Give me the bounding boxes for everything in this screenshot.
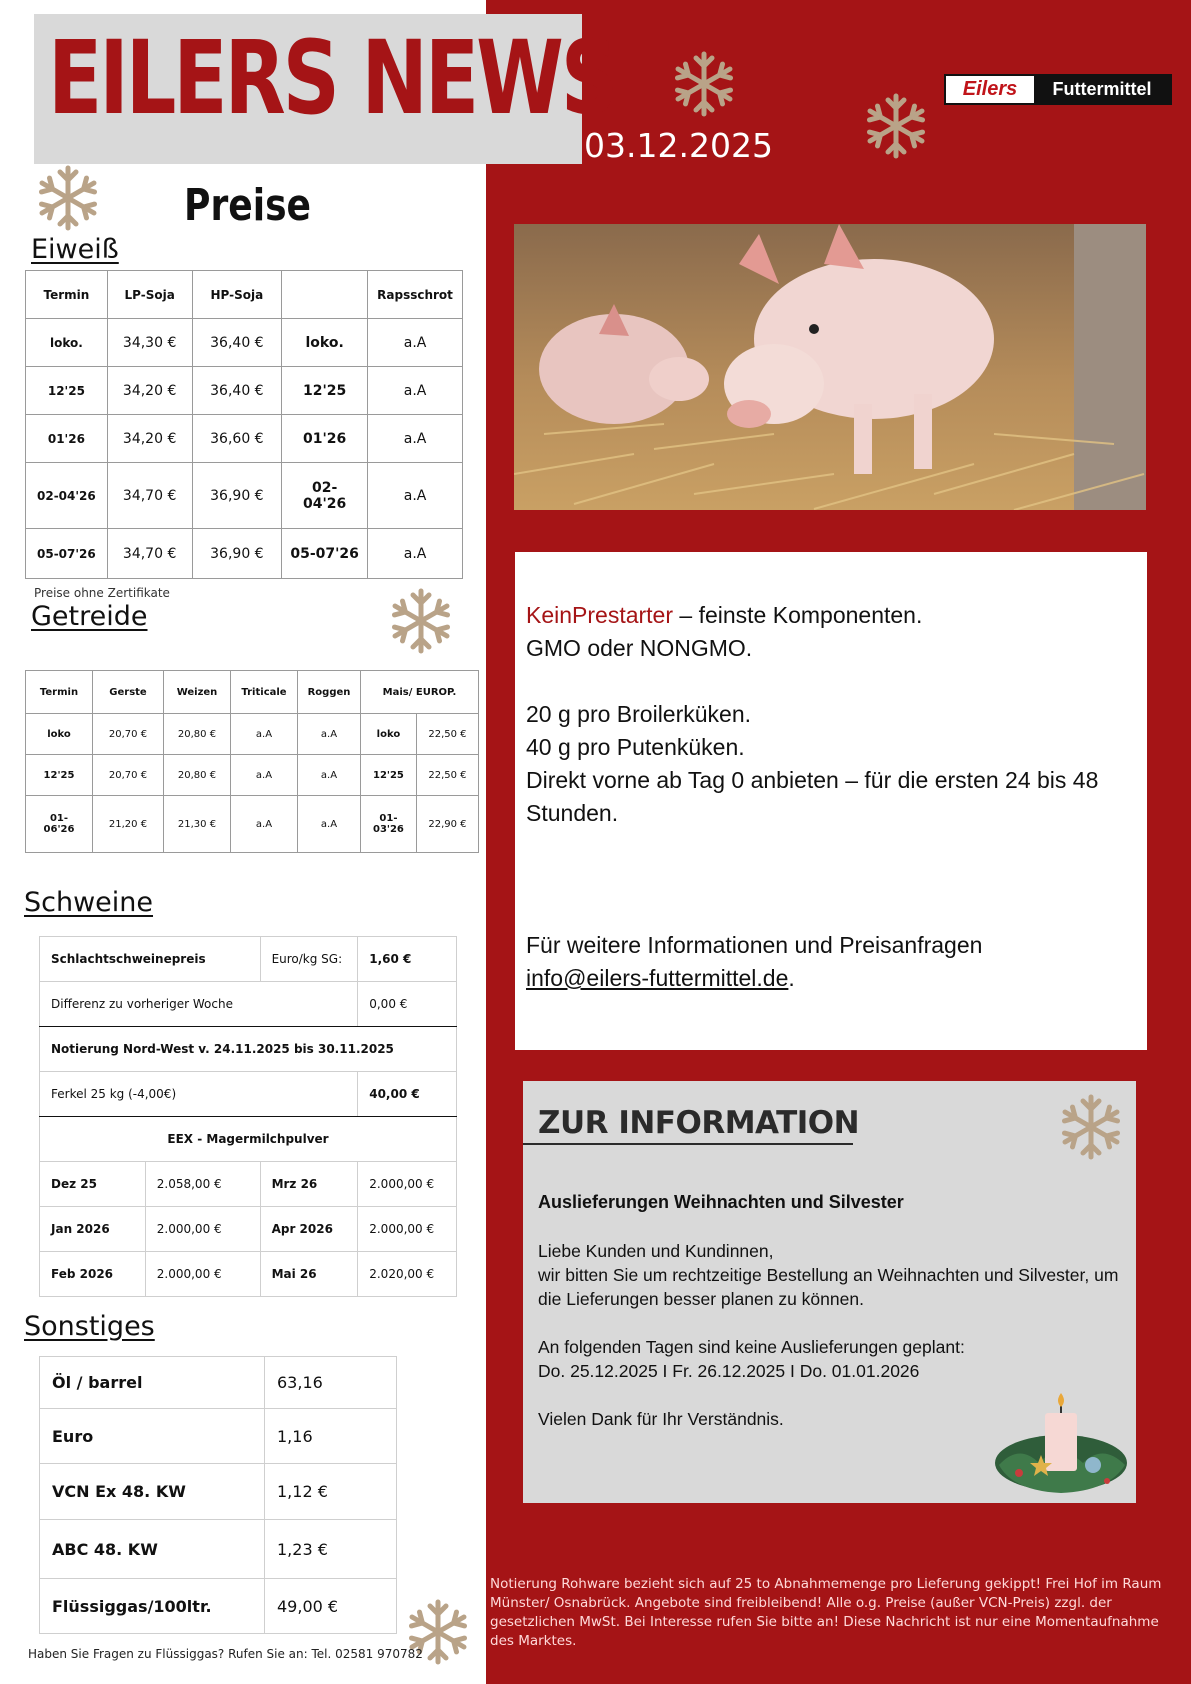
table-row <box>40 1464 397 1520</box>
cell-weizen: 21,30 € <box>164 796 231 853</box>
piglet-photo <box>514 224 1146 510</box>
contact-text: Für weitere Informationen und Preisanfragen <box>526 932 983 958</box>
eilers-logo <box>944 74 1172 105</box>
misc-value: 1,23 € <box>265 1520 397 1579</box>
slaughter-pig-label: Schlachtschweinepreis <box>40 937 261 982</box>
cell-hp-soja: 36,40 € <box>192 319 282 367</box>
cell-roggen: a.A <box>298 796 361 853</box>
misc-value: 1,16 <box>265 1409 397 1464</box>
col-termin: Termin <box>26 671 93 714</box>
col-weizen: Weizen <box>164 671 231 714</box>
snowflake-icon <box>385 585 457 657</box>
promo-line-1: – feinste Komponenten. <box>673 602 923 628</box>
misc-label: Euro <box>40 1409 265 1464</box>
eex-month: Mrz 26 <box>260 1162 358 1207</box>
snowflake-icon <box>32 162 104 234</box>
cell-termin: 01'26 <box>26 415 108 463</box>
thank-you-text: Vielen Dank für Ihr Verständnis. <box>538 1409 784 1429</box>
col-rapsschrot: Rapsschrot <box>368 271 463 319</box>
eex-price: 2.020,00 € <box>358 1252 457 1297</box>
info-paragraph-1: wir bitten Sie um rechtzeitige Bestellung an Weihnachten und Silvester, um die Lieferungen besser planen zu können. <box>538 1265 1119 1309</box>
logo-eilers: Eilers <box>946 76 1034 103</box>
misc-label: ABC 48. KW <box>40 1520 265 1579</box>
gas-question-footer: Haben Sie Fragen zu Flüssiggas? Rufen Sie an: Tel. 02581 970782 <box>28 1647 423 1661</box>
cell-hp-soja: 36,90 € <box>192 463 282 529</box>
promo-line-5: Direkt vorne ab Tag 0 anbieten – für die ersten 24 bis 48 Stunden. <box>526 767 1099 826</box>
cell-weizen: 20,80 € <box>164 714 231 755</box>
table-row <box>40 1409 397 1464</box>
promo-line-4: 40 g pro Putenküken. <box>526 734 745 760</box>
no-delivery-dates: Do. 25.12.2025 I Fr. 26.12.2025 I Do. 01.01.2026 <box>538 1361 920 1381</box>
product-name: KeinPrestarter <box>526 602 674 628</box>
misc-heading: Sonstiges <box>24 1311 155 1342</box>
eex-month: Mai 26 <box>260 1252 358 1297</box>
cell-termin: loko. <box>26 319 108 367</box>
notation-period: Notierung Nord-West v. 24.11.2025 bis 30.11.2025 <box>40 1027 457 1072</box>
table-row <box>26 796 479 853</box>
slaughter-pig-price: 1,60 € <box>358 937 457 982</box>
col-termin: Termin <box>26 271 108 319</box>
col-hp-soja: HP-Soja <box>192 271 282 319</box>
piglet-label: Ferkel 25 kg (-4,00€) <box>40 1072 358 1117</box>
delivery-subheading: Auslieferungen Weihnachten und Silvester <box>538 1192 904 1212</box>
eex-price: 2.000,00 € <box>358 1162 457 1207</box>
greeting: Liebe Kunden und Kundinnen, <box>538 1241 774 1261</box>
disclaimer-text: Notierung Rohware bezieht sich auf 25 to Abnahmemenge pro Lieferung gekippt! Frei Hof im Raum Münster/ Osnabrück. Angebote sind freibleibend! Alle o.g. Preise (außer VCN-Preis) zzgl. der gesetzlichen MwSt. Bei Interesse rufen Sie bitte an! Diese Nachricht ist nur eine Momentaufnahme des Marktes. <box>490 1576 1162 1649</box>
protein-heading: Eiweiß <box>31 234 119 265</box>
cell-roggen: a.A <box>298 714 361 755</box>
pigs-heading: Schweine <box>24 887 154 918</box>
table-row <box>26 319 463 367</box>
prices-heading: Preise <box>184 180 312 231</box>
table-row <box>26 755 479 796</box>
cell-termin: 12'25 <box>26 367 108 415</box>
promo-box <box>515 552 1147 1050</box>
table-row <box>40 1579 397 1634</box>
cell-rapsschrot: a.A <box>368 319 463 367</box>
table-row <box>26 367 463 415</box>
cell-lp-soja: 34,30 € <box>107 319 192 367</box>
certificate-note: Preise ohne Zertifikate <box>34 586 170 600</box>
cell-gerste: 20,70 € <box>93 755 164 796</box>
misc-label: Flüssiggas/100ltr. <box>40 1579 265 1634</box>
misc-label: VCN Ex 48. KW <box>40 1464 265 1520</box>
misc-value: 49,00 € <box>265 1579 397 1634</box>
misc-price-table <box>39 1356 397 1634</box>
information-box <box>523 1081 1136 1503</box>
table-row <box>26 415 463 463</box>
eex-month: Dez 25 <box>40 1162 146 1207</box>
grain-heading: Getreide <box>31 601 148 632</box>
eex-title: EEX - Magermilchpulver <box>40 1117 457 1162</box>
snowflake-icon <box>1055 1091 1127 1163</box>
cell-weizen: 20,80 € <box>164 755 231 796</box>
diff-previous-week-value: 0,00 € <box>358 982 457 1027</box>
cell-hp-soja: 36,60 € <box>192 415 282 463</box>
col-gerste: Gerste <box>93 671 164 714</box>
cell-lp-soja: 34,70 € <box>107 529 192 579</box>
cell-hp-soja: 36,90 € <box>192 529 282 579</box>
table-row <box>26 463 463 529</box>
cell-termin-2: 05-07'26 <box>282 529 368 579</box>
info-paragraph-2a: An folgenden Tagen sind keine Auslieferungen geplant: <box>538 1337 965 1357</box>
eex-month: Apr 2026 <box>260 1207 358 1252</box>
col-triticale: Triticale <box>231 671 298 714</box>
cell-rapsschrot: a.A <box>368 463 463 529</box>
slaughter-pig-unit: Euro/kg SG: <box>260 937 358 982</box>
cell-termin: 12'25 <box>26 755 93 796</box>
eex-month: Feb 2026 <box>40 1252 146 1297</box>
protein-price-table <box>25 270 463 579</box>
information-heading: ZUR INFORMATION <box>538 1105 860 1141</box>
table-row <box>26 529 463 579</box>
col-empty <box>282 271 368 319</box>
cell-mais: 22,50 € <box>416 755 478 796</box>
cell-rapsschrot: a.A <box>368 415 463 463</box>
cell-termin-2: 01'26 <box>282 415 368 463</box>
promo-line-2: GMO oder NONGMO. <box>526 635 753 661</box>
snowflake-icon <box>668 48 740 120</box>
cell-termin-2: 02-04'26 <box>282 463 368 529</box>
cell-termin-2: loko. <box>282 319 368 367</box>
cell-termin: loko <box>26 714 93 755</box>
table-row <box>26 714 479 755</box>
cell-triticale: a.A <box>231 714 298 755</box>
col-roggen: Roggen <box>298 671 361 714</box>
diff-previous-week-label: Differenz zu vorheriger Woche <box>40 982 358 1027</box>
contact-email-link[interactable]: info@eilers-futtermittel.de <box>526 965 789 991</box>
cell-lp-soja: 34,20 € <box>107 367 192 415</box>
cell-termin-2: 12'25 <box>282 367 368 415</box>
cell-roggen: a.A <box>298 755 361 796</box>
table-row <box>40 1252 457 1297</box>
piglet-price: 40,00 € <box>358 1072 457 1117</box>
cell-lp-soja: 34,20 € <box>107 415 192 463</box>
misc-value: 1,12 € <box>265 1464 397 1520</box>
cell-termin: 02-04'26 <box>26 463 108 529</box>
pig-price-table <box>39 936 457 1297</box>
cell-mais: 22,50 € <box>416 714 478 755</box>
cell-mais-termin: loko <box>361 714 417 755</box>
col-lp-soja: LP-Soja <box>107 271 192 319</box>
misc-label: Öl / barrel <box>40 1357 265 1409</box>
cell-triticale: a.A <box>231 796 298 853</box>
cell-rapsschrot: a.A <box>368 529 463 579</box>
cell-rapsschrot: a.A <box>368 367 463 415</box>
email-suffix: . <box>788 965 795 991</box>
snowflake-icon <box>860 90 932 162</box>
newsletter-title: EILERS NEWS <box>48 19 615 138</box>
table-row <box>40 1162 457 1207</box>
eex-month: Jan 2026 <box>40 1207 146 1252</box>
cell-mais-termin: 01-03'26 <box>361 796 417 853</box>
misc-value: 63,16 <box>265 1357 397 1409</box>
heading-underline <box>523 1143 853 1145</box>
table-row <box>40 1520 397 1579</box>
issue-date: 03.12.2025 <box>584 126 773 165</box>
logo-futtermittel: Futtermittel <box>1052 79 1152 99</box>
grain-price-table <box>25 670 479 853</box>
eex-price: 2.058,00 € <box>145 1162 260 1207</box>
cell-hp-soja: 36,40 € <box>192 367 282 415</box>
col-mais: Mais/ EUROP. <box>361 671 479 714</box>
cell-mais-termin: 12'25 <box>361 755 417 796</box>
cell-triticale: a.A <box>231 755 298 796</box>
eex-price: 2.000,00 € <box>145 1252 260 1297</box>
promo-line-3: 20 g pro Broilerküken. <box>526 701 752 727</box>
table-row <box>40 1357 397 1409</box>
cell-mais: 22,90 € <box>416 796 478 853</box>
cell-gerste: 21,20 € <box>93 796 164 853</box>
cell-termin: 01-06'26 <box>26 796 93 853</box>
cell-lp-soja: 34,70 € <box>107 463 192 529</box>
cell-gerste: 20,70 € <box>93 714 164 755</box>
cell-termin: 05-07'26 <box>26 529 108 579</box>
eex-price: 2.000,00 € <box>145 1207 260 1252</box>
advent-candle-icon <box>989 1393 1133 1501</box>
eex-price: 2.000,00 € <box>358 1207 457 1252</box>
table-row <box>40 1207 457 1252</box>
